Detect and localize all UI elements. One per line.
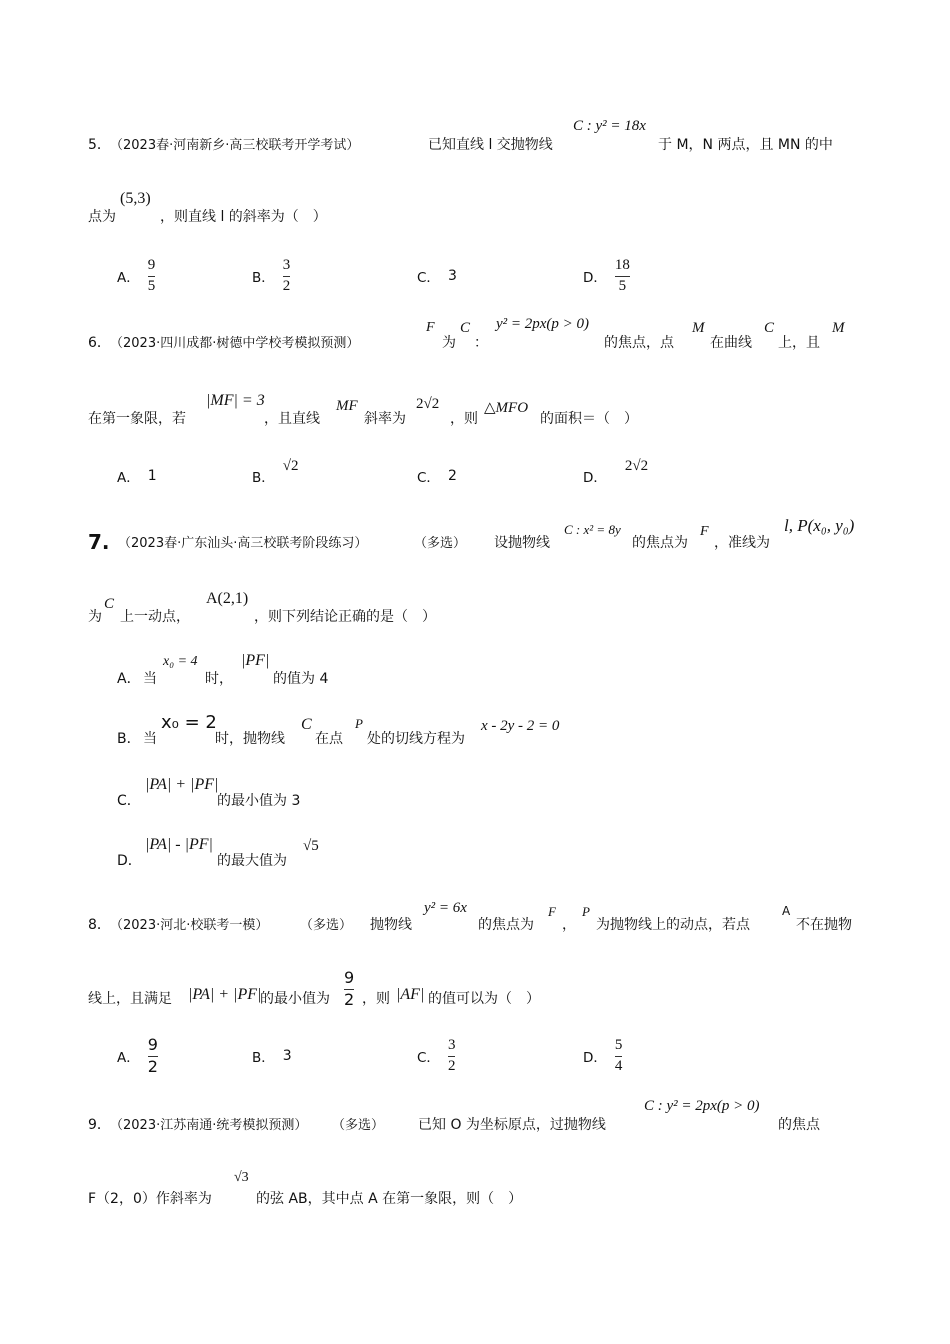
option-text: 在点 bbox=[315, 731, 343, 747]
question-8-sum-formula: |PA| + |PF| bbox=[188, 986, 262, 1003]
question-8-option-b[interactable] bbox=[252, 1034, 292, 1078]
question-7-directrix-point-formula: l, P(x₀, y₀) bbox=[784, 516, 855, 535]
question-8-source: （2023·河北·校联考一模） bbox=[110, 918, 269, 933]
question-9-source: （2023·江苏南通·统考模拟预测） bbox=[110, 1118, 308, 1133]
question-7-focus-f: F bbox=[700, 524, 709, 539]
option-label: A． bbox=[117, 671, 141, 687]
question-6-text-c: 的焦点，点 bbox=[604, 335, 674, 351]
question-7-multi-tag: （多选） bbox=[414, 536, 467, 551]
question-5-midpoint-formula: (5,3) bbox=[120, 190, 151, 207]
question-6-text-g: 斜率为 bbox=[364, 411, 406, 427]
option-formula: x - 2y - 2 = 0 bbox=[481, 718, 560, 734]
fraction: $\frac{3}{2}$ bbox=[447, 1036, 456, 1074]
question-9-stem-tail2: 的弦 AB，其中点 A 在第一象限，则（ ） bbox=[256, 1191, 523, 1207]
question-6-point-m: M bbox=[692, 320, 705, 336]
question-6-text-f: ，且直线 bbox=[264, 411, 320, 427]
option-label: D． bbox=[583, 270, 607, 286]
option-label: D． bbox=[583, 470, 607, 486]
question-8-line-2 bbox=[88, 970, 870, 1010]
question-8-fraction: 9 2 bbox=[344, 968, 355, 1009]
fraction: $\frac{9}{5}$ bbox=[147, 256, 156, 294]
option-formula: x₀ = 4 bbox=[163, 654, 198, 669]
question-8-text-e: 的最小值为 bbox=[260, 991, 330, 1007]
question-6-number: 6． bbox=[88, 335, 111, 351]
question-7-point-a-formula: A(2,1) bbox=[206, 590, 249, 607]
option-value: 1 bbox=[147, 468, 157, 484]
question-9-stem: 已知 O 为坐标原点，过抛物线 bbox=[418, 1117, 606, 1133]
fraction: $\frac{9}{2}$ bbox=[147, 1034, 158, 1076]
question-5-parabola-formula: C : y² = 18x bbox=[573, 118, 646, 134]
option-text: 当 bbox=[143, 731, 157, 747]
question-9-multi-tag: （多选） bbox=[332, 1118, 385, 1133]
question-6-curve-c-2: C bbox=[764, 320, 775, 336]
option-label: A． bbox=[117, 470, 140, 486]
question-6-slope-formula: 2√2 bbox=[416, 396, 440, 412]
option-value: √2 bbox=[282, 457, 299, 474]
question-5-stem-tail: 于 M，N 两点，且 MN 的中 bbox=[658, 137, 833, 153]
question-8-number: 8． bbox=[88, 917, 111, 933]
question-8-option-a[interactable] bbox=[117, 1034, 158, 1078]
question-6-parabola-formula: y² = 2px(p > 0) bbox=[496, 316, 590, 332]
option-label: A． bbox=[117, 270, 140, 286]
option-value: 3 bbox=[282, 1048, 292, 1064]
question-6-source: （2023·四川成都·树德中学校考模拟预测） bbox=[110, 336, 360, 351]
question-6-option-a[interactable] bbox=[117, 454, 157, 498]
question-6-line-2 bbox=[88, 394, 870, 428]
question-7-stem-tail: ，则下列结论正确的是（ ） bbox=[254, 609, 436, 625]
question-5-number: 5． bbox=[88, 137, 111, 153]
question-7-line-1 bbox=[88, 516, 870, 554]
question-6-point-m-2: M bbox=[832, 320, 845, 336]
question-6-options bbox=[117, 454, 877, 498]
question-9-slope-formula: √3 bbox=[234, 1170, 249, 1185]
question-9-parabola-formula: C : y² = 2px(p > 0) bbox=[644, 1098, 760, 1114]
option-formula: |PA| + |PF| bbox=[145, 776, 219, 793]
question-8-parabola-formula: y² = 6x bbox=[424, 900, 467, 916]
question-7-text-c: 为 bbox=[88, 609, 102, 625]
question-8-point-a: A bbox=[782, 904, 791, 918]
question-6-option-c[interactable] bbox=[417, 454, 457, 498]
question-8-point-p: P bbox=[582, 904, 590, 919]
option-label: C． bbox=[117, 793, 141, 809]
question-8-af-formula: |AF| bbox=[396, 986, 425, 1003]
option-label: B． bbox=[252, 270, 275, 286]
question-8-text-d: 线上，且满足 bbox=[88, 991, 172, 1007]
option-formula: |PF| bbox=[241, 652, 270, 669]
fraction: $\frac{5}{4}$ bbox=[614, 1036, 623, 1074]
option-label: B． bbox=[117, 731, 141, 747]
question-9-line-1 bbox=[88, 1098, 870, 1132]
question-8-line-1 bbox=[88, 900, 870, 934]
question-7-number: 7. bbox=[88, 530, 110, 554]
question-8-stem-tail: 不在抛物 bbox=[796, 917, 852, 933]
option-label: A． bbox=[117, 1050, 140, 1066]
question-8-option-d[interactable] bbox=[583, 1034, 622, 1078]
question-6-curve-c: C bbox=[460, 320, 471, 336]
question-9-number: 9． bbox=[88, 1117, 111, 1133]
question-5-option-a[interactable] bbox=[117, 254, 155, 298]
question-8-text-b: ， bbox=[562, 917, 576, 933]
question-5-line-1 bbox=[88, 118, 870, 158]
question-6-option-d[interactable] bbox=[583, 454, 648, 498]
question-8-multi-tag: （多选） bbox=[300, 918, 353, 933]
option-label: D． bbox=[583, 1050, 607, 1066]
question-5-option-c[interactable] bbox=[417, 254, 457, 298]
option-label: D． bbox=[117, 853, 142, 869]
question-5-source: （2023春·河南新乡·高三校联考开学考试） bbox=[110, 138, 360, 153]
option-text: 时，抛物线 bbox=[215, 731, 285, 747]
option-label: C． bbox=[417, 270, 440, 286]
question-6-focus-f: F bbox=[426, 320, 435, 335]
option-value: 3 bbox=[447, 268, 457, 284]
question-7-stem: 设抛物线 bbox=[494, 535, 550, 551]
question-6-text-e: 上，且 bbox=[778, 335, 820, 351]
option-label: B． bbox=[252, 470, 275, 486]
question-5-option-b[interactable] bbox=[252, 254, 290, 298]
option-text: 的最小值为 3 bbox=[217, 793, 301, 809]
option-formula: |PA| - |PF| bbox=[145, 836, 213, 853]
question-6-text-b: ： bbox=[474, 335, 488, 351]
question-6-text-d: 在曲线 bbox=[710, 335, 752, 351]
option-value: 2√2 bbox=[624, 457, 649, 474]
question-7-line-2 bbox=[88, 590, 870, 628]
question-8-focus-f: F bbox=[548, 904, 556, 919]
question-7-text-a: 的焦点为 bbox=[632, 535, 688, 551]
option-formula: √5 bbox=[303, 838, 319, 854]
question-5-stem: 已知直线 l 交抛物线 bbox=[428, 137, 553, 153]
option-text: 当 bbox=[143, 671, 157, 687]
question-9-line-2 bbox=[88, 1168, 870, 1207]
question-6-stem-tail: 的面积＝（ ） bbox=[540, 411, 638, 427]
question-7-text-b: ，准线为 bbox=[714, 535, 770, 551]
question-8-option-c[interactable] bbox=[417, 1034, 455, 1078]
option-value: 2 bbox=[447, 468, 457, 484]
question-6-triangle-formula: △MFO bbox=[484, 400, 529, 416]
option-label: B． bbox=[252, 1050, 275, 1066]
question-8-stem-tail2: 的值可以为（ ） bbox=[428, 991, 540, 1007]
option-text: 的值为 4 bbox=[273, 671, 329, 687]
question-6-text-h: ，则 bbox=[450, 411, 478, 427]
option-formula: C bbox=[301, 716, 312, 733]
question-6-stem-line2: 在第一象限，若 bbox=[88, 411, 186, 427]
question-6-line-mf: MF bbox=[336, 398, 358, 414]
option-formula: x₀ = 2 bbox=[161, 712, 217, 733]
question-7-curve-c: C bbox=[104, 596, 115, 612]
question-7-source: （2023春·广东汕头·高三校联考阶段练习） bbox=[118, 536, 368, 551]
question-5-stem-line2-tail: ，则直线 l 的斜率为（ ） bbox=[160, 209, 327, 225]
question-8-text-f: ，则 bbox=[362, 991, 390, 1007]
question-6-text-a: 为 bbox=[442, 335, 456, 351]
fraction: $\frac{18}{5}$ bbox=[614, 256, 630, 294]
question-8-stem: 抛物线 bbox=[370, 917, 412, 933]
question-9-text-a: F（2，0）作斜率为 bbox=[88, 1191, 212, 1207]
question-7-parabola-formula: C : x² = 8y bbox=[564, 522, 621, 537]
option-formula: P bbox=[355, 716, 363, 731]
question-6-mf-formula: |MF| = 3 bbox=[206, 392, 265, 409]
question-8-text-a: 的焦点为 bbox=[478, 917, 534, 933]
option-label: C． bbox=[417, 470, 440, 486]
question-5-stem-line2: 点为 bbox=[88, 209, 116, 225]
option-text: 处的切线方程为 bbox=[367, 731, 465, 747]
option-text: 时， bbox=[205, 671, 233, 687]
question-6-line-1 bbox=[88, 316, 870, 354]
question-9-stem-tail: 的焦点 bbox=[778, 1117, 820, 1133]
question-5-option-d[interactable] bbox=[583, 254, 630, 298]
fraction: $\frac{3}{2}$ bbox=[282, 256, 291, 294]
question-7-text-d: 上一动点， bbox=[120, 609, 190, 625]
question-8-text-c: 为抛物线上的动点，若点 bbox=[596, 917, 750, 933]
question-6-option-b[interactable] bbox=[252, 454, 299, 498]
question-5-line-2 bbox=[88, 190, 870, 228]
question-5-options bbox=[117, 254, 877, 298]
option-text: 的最大值为 bbox=[217, 853, 287, 869]
question-8-options bbox=[117, 1034, 877, 1078]
option-label: C． bbox=[417, 1050, 440, 1066]
